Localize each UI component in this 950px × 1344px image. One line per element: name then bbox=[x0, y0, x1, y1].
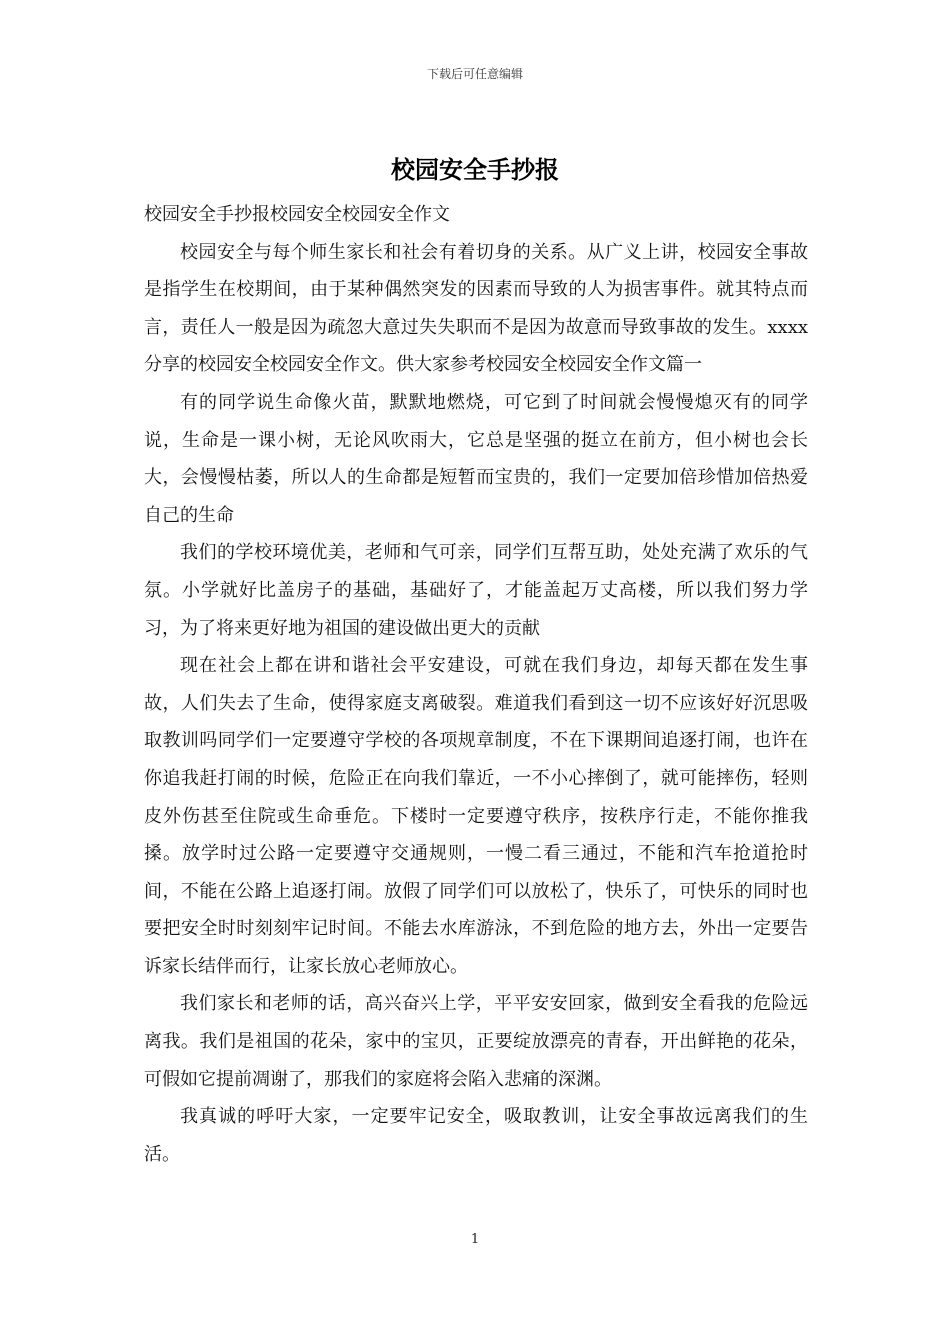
document-subtitle: 校园安全手抄报校园安全校园安全作文 bbox=[144, 204, 450, 225]
header-note: 下载后可任意编辑 bbox=[426, 67, 523, 81]
paragraph: 我真诚的呼吁大家，一定要牢记安全，吸取教训，让安全事故远离我们的生活。 bbox=[144, 1106, 808, 1165]
document-title: 校园安全手抄报 bbox=[391, 156, 559, 184]
paragraph: 校园安全与每个师生家长和社会有着切身的关系。从广义上讲，校园安全事故是指学生在校期间，由于某种偶然突发的因素而导致的人为损害事件。就其特点而言，责任人一般是因为疏忽大意过失失职而不是因为故意而导致事故的发生。xxxx分享的校园安全校园安全作文。供大家参考校园安全校园安全作文篇一 bbox=[144, 241, 808, 376]
paragraph: 有的同学说生命像火苗，默默地燃烧，可它到了时间就会慢慢熄灭有的同学说，生命是一课小树，无论风吹雨大，它总是坚强的挺立在前方，但小树也会长大，会慢慢枯萎，所以人的生命都是短暂而宝贵的，我们一定要加倍珍惜加倍热爱自己的生命 bbox=[144, 391, 808, 526]
paragraph: 现在社会上都在讲和谐社会平安建设，可就在我们身边，却每天都在发生事故，人们失去了生命，使得家庭支离破裂。难道我们看到这一切不应该好好沉思吸取教训吗同学们一定要遵守学校的各项规章制度，不在下课期间追逐打闹，也许在你追我赶打闹的时候，危险正在向我们靠近，一不小心摔倒了，就可能摔伤，轻则皮外伤甚至住院或生命垂危。下楼时一定要遵守秩序，按秩序行走，不能你推我搡。放学时过公路一定要遵守交通规则，一慢二看三通过，不能和汽车抢道抢时间，不能在公路上追逐打闹。放假了同学们可以放松了，快乐了，可快乐的同时也要把安全时时刻刻牢记时间。不能去水库游泳，不到危险的地方去，外出一定要告诉家长结伴而行，让家长放心老师放心。 bbox=[144, 655, 808, 977]
paragraph: 我们家长和老师的话，高兴奋兴上学，平平安安回家，做到安全看我的危险远离我。我们是祖国的花朵，家中的宝贝，正要绽放漂亮的青春，开出鲜艳的花朵，可假如它提前凋谢了，那我们的家庭将会陷入悲痛的深渊。 bbox=[144, 993, 808, 1090]
document-body bbox=[144, 196, 808, 1173]
page-number: 1 bbox=[470, 1232, 480, 1247]
paragraph: 我们的学校环境优美，老师和气可亲，同学们互帮互助，处处充满了欢乐的气氛。小学就好比盖房子的基础，基础好了，才能盖起万丈高楼，所以我们努力学习，为了将来更好地为祖国的建设做出更大的贡献 bbox=[144, 542, 808, 639]
